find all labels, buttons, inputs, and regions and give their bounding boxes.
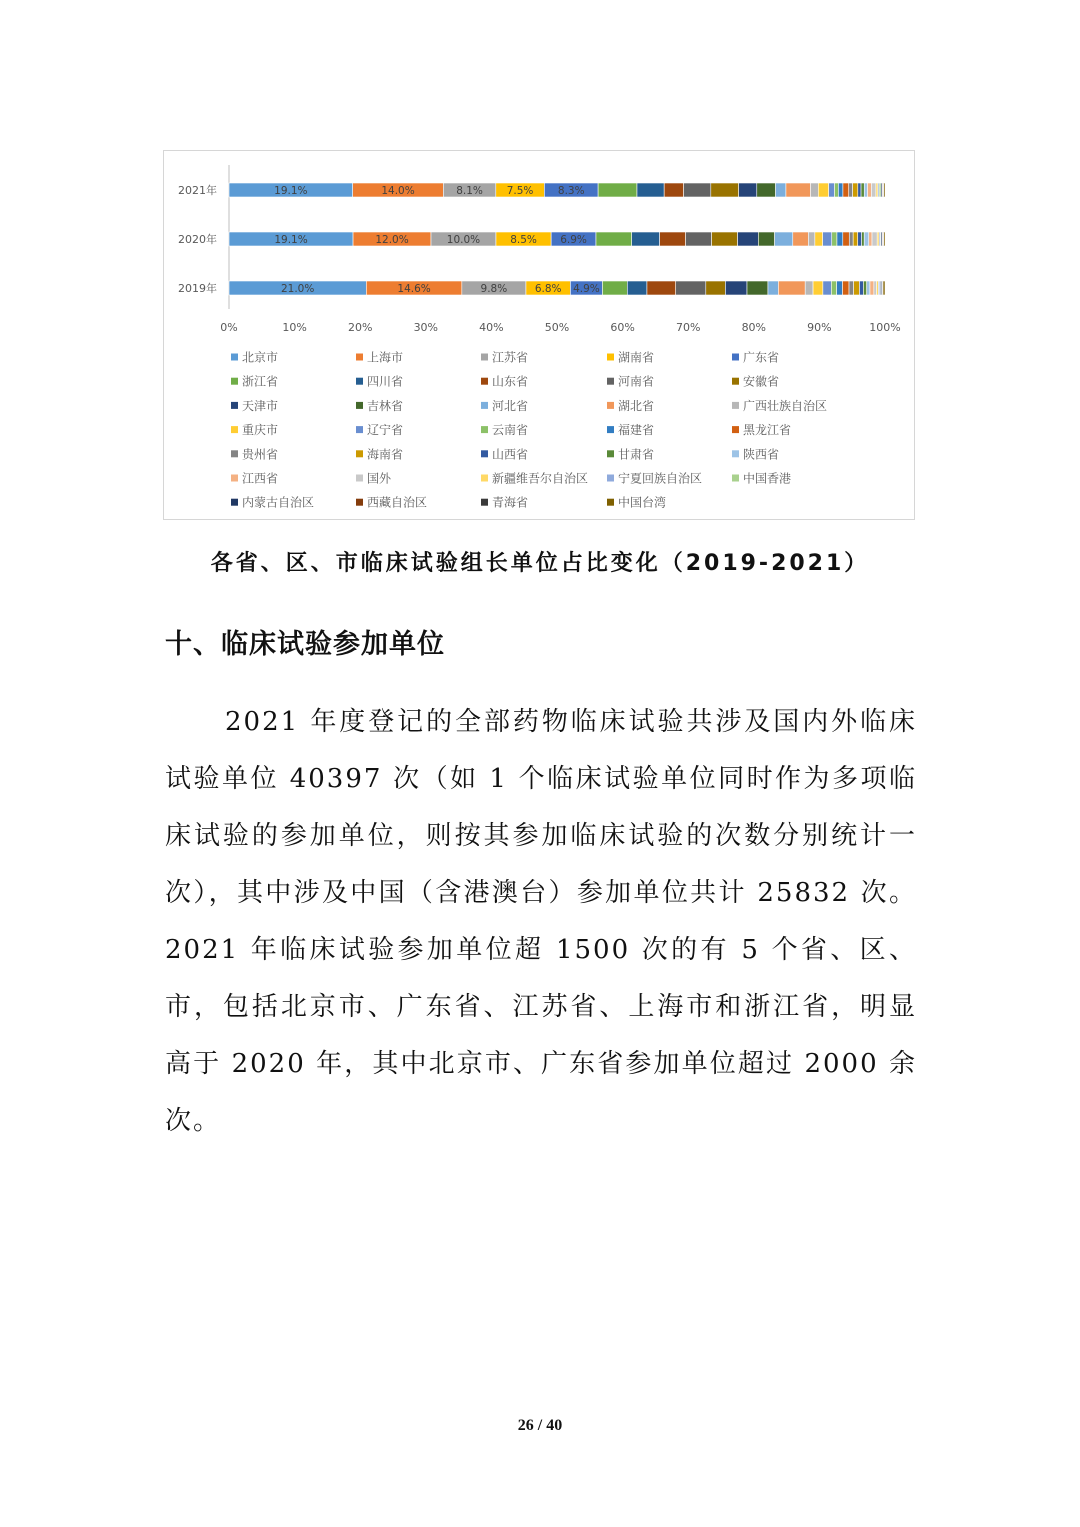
legend-label: 重庆市	[242, 423, 279, 438]
bar-segment	[637, 183, 664, 197]
legend-swatch	[607, 426, 614, 433]
bar-segment	[859, 281, 863, 295]
bar-segment	[811, 183, 819, 197]
bar-segment	[793, 232, 809, 246]
legend-swatch	[231, 354, 238, 361]
legend-label: 新疆维吾尔自治区	[492, 471, 589, 486]
bar-segment	[627, 281, 647, 295]
category-label: 2020年	[178, 233, 217, 246]
legend-swatch	[732, 354, 739, 361]
legend-swatch	[356, 354, 363, 361]
legend-label: 海南省	[367, 447, 404, 462]
category-label: 2021年	[178, 184, 217, 197]
legend-label: 江西省	[242, 471, 279, 486]
bar-segment	[834, 183, 838, 197]
legend-label: 湖南省	[618, 350, 655, 365]
legend-label: 北京市	[242, 350, 279, 365]
bar-segment	[813, 281, 823, 295]
bar-segment	[829, 183, 835, 197]
legend-label: 云南省	[492, 423, 529, 438]
data-label: 6.8%	[534, 283, 562, 295]
legend-label: 山西省	[492, 447, 529, 462]
bar-segment	[837, 232, 843, 246]
bar-segment	[684, 183, 711, 197]
bar-segment	[854, 281, 860, 295]
legend-label: 上海市	[367, 350, 404, 365]
bar-segment	[775, 232, 793, 246]
legend-label: 吉林省	[367, 398, 404, 413]
bar-segment	[664, 183, 683, 197]
x-tick-label: 70%	[675, 321, 701, 334]
legend-swatch	[356, 450, 363, 457]
bar-segment	[884, 183, 885, 197]
bar-segment	[711, 183, 739, 197]
chart-container	[163, 150, 915, 520]
data-label: 19.1%	[274, 185, 308, 197]
bar-segment	[832, 232, 837, 246]
legend-label: 西藏自治区	[367, 495, 428, 510]
bar-segment	[738, 232, 759, 246]
bar-segment	[725, 281, 747, 295]
data-label: 8.5%	[510, 234, 537, 246]
bar-segment	[849, 281, 854, 295]
data-label: 12.0%	[375, 234, 409, 246]
legend-swatch	[732, 450, 739, 457]
bar-segment	[686, 232, 712, 246]
bar-segment	[776, 183, 786, 197]
data-label: 8.3%	[557, 185, 585, 197]
legend-swatch	[481, 378, 488, 385]
legend-swatch	[356, 475, 363, 482]
x-tick-label: 100%	[869, 321, 901, 334]
bar-segment	[647, 281, 676, 295]
legend-label: 浙江省	[242, 374, 279, 389]
bar-segment	[862, 232, 865, 246]
legend-swatch	[607, 499, 614, 506]
legend-label: 宁夏回族自治区	[618, 471, 703, 486]
bar-segment	[739, 183, 757, 197]
bar-segment	[706, 281, 726, 295]
bar-segment	[815, 232, 823, 246]
legend-swatch	[356, 499, 363, 506]
bar-segment	[842, 281, 849, 295]
legend-label: 内蒙古自治区	[242, 495, 315, 510]
bar-segment	[864, 232, 869, 246]
legend-label: 广东省	[743, 350, 780, 365]
chart-caption: 各省、区、市临床试验组长单位占比变化（2019-2021）	[210, 551, 870, 576]
bar-segment	[868, 183, 872, 197]
bar-segment	[596, 232, 632, 246]
bar-segment	[870, 281, 874, 295]
bar-segment	[823, 232, 832, 246]
legend-swatch	[732, 402, 739, 409]
legend-label: 山东省	[492, 374, 529, 389]
data-label: 19.1%	[274, 234, 308, 246]
x-tick-label: 90%	[807, 321, 832, 334]
data-label: 10.0%	[446, 234, 481, 246]
data-label: 14.6%	[397, 283, 431, 295]
legend-swatch	[231, 450, 238, 457]
bar-segment	[712, 232, 738, 246]
page-number: 26 / 40	[517, 1417, 563, 1434]
legend-swatch	[481, 450, 488, 457]
legend-label: 黑龙江省	[743, 423, 792, 438]
data-label: 9.8%	[480, 283, 508, 295]
bar-segment	[786, 183, 811, 197]
legend-label: 安徽省	[743, 374, 780, 389]
legend-swatch	[607, 402, 614, 409]
bar-segment	[838, 183, 843, 197]
legend-label: 国外	[367, 471, 392, 486]
legend-label: 辽宁省	[367, 423, 404, 438]
legend-label: 青海省	[492, 495, 529, 510]
legend-label: 福建省	[618, 423, 655, 438]
bar-segment	[602, 281, 627, 295]
body-paragraph: 2021 年度登记的全部药物临床试验共涉及国内外临床试验单位 40397 次（如 1 个临床试验单位同时作为多项临床试验的参加单位，则按其参加临床试验的次数分别统计一次），其中涉及中国（含港澳台）参加单位共计 25832 次。2021 年临床试验参加单位超 1500 次的有 5 个省、区、市，包括北京市、广东省、江苏省、上海市和浙江省，明显高于 2020 年，其中北京市、广东省参加单位超过 2000 余次。	[165, 707, 917, 1136]
legend-swatch	[356, 426, 363, 433]
legend-swatch	[481, 426, 488, 433]
bar-segment	[778, 281, 805, 295]
x-tick-label: 50%	[544, 321, 570, 334]
legend-label: 贵州省	[242, 447, 279, 462]
bar-segment	[872, 232, 877, 246]
x-tick-label: 10%	[282, 321, 307, 334]
bar-segment	[871, 183, 876, 197]
legend-swatch	[231, 426, 238, 433]
legend-label: 天津市	[242, 398, 279, 413]
legend-label: 甘肃省	[618, 447, 655, 462]
legend-label: 四川省	[367, 374, 404, 389]
x-tick-label: 30%	[413, 321, 439, 334]
legend-label: 陕西省	[743, 447, 780, 462]
data-label: 7.5%	[506, 185, 534, 197]
bar-segment	[843, 232, 849, 246]
legend-label: 江苏省	[492, 350, 529, 365]
x-tick-label: 0%	[220, 321, 238, 334]
bar-segment	[758, 232, 774, 246]
bar-segment	[747, 281, 768, 295]
legend-swatch	[607, 475, 614, 482]
legend-swatch	[356, 378, 363, 385]
category-label: 2019年	[178, 282, 217, 295]
bar-segment	[858, 232, 862, 246]
bar-segment	[864, 183, 867, 197]
legend-swatch	[231, 378, 238, 385]
bar-segment	[884, 232, 885, 246]
legend-label: 中国台湾	[618, 495, 667, 510]
legend-label: 湖北省	[618, 398, 655, 413]
x-tick-label: 60%	[610, 321, 635, 334]
stacked-bar-chart	[164, 151, 914, 519]
data-label: 14.0%	[381, 185, 415, 197]
data-label: 8.1%	[456, 185, 483, 197]
legend-swatch	[481, 475, 488, 482]
bar-segment	[598, 183, 637, 197]
bar-segment	[805, 281, 813, 295]
legend-swatch	[607, 450, 614, 457]
bar-segment	[863, 281, 866, 295]
bar-segment	[849, 232, 853, 246]
data-label: 4.9%	[573, 283, 600, 295]
bar-segment	[660, 232, 686, 246]
bar-segment	[808, 232, 814, 246]
x-tick-label: 80%	[741, 321, 767, 334]
x-tick-label: 20%	[347, 321, 373, 334]
legend-swatch	[481, 354, 488, 361]
x-tick-label: 40%	[479, 321, 504, 334]
bar-segment	[757, 183, 776, 197]
legend-swatch	[732, 378, 739, 385]
legend-label: 广西壮族自治区	[743, 398, 828, 413]
bar-segment	[843, 183, 849, 197]
legend-swatch	[732, 426, 739, 433]
legend-swatch	[481, 402, 488, 409]
legend-swatch	[231, 402, 238, 409]
bar-segment	[858, 183, 861, 197]
legend-swatch	[607, 354, 614, 361]
bar-segment	[869, 232, 872, 246]
bar-segment	[823, 281, 832, 295]
bar-segment	[853, 183, 858, 197]
legend-label: 河南省	[618, 374, 655, 389]
bar-segment	[861, 183, 864, 197]
data-label: 6.9%	[560, 234, 587, 246]
legend-swatch	[481, 499, 488, 506]
bar-segment	[867, 281, 870, 295]
data-label: 21.0%	[280, 283, 315, 295]
section-title: 十、临床试验参加单位	[165, 629, 445, 660]
bar-segment	[632, 232, 660, 246]
bar-segment	[874, 281, 877, 295]
bar-segment	[837, 281, 843, 295]
legend-swatch	[356, 402, 363, 409]
bar-segment	[849, 183, 853, 197]
bar-segment	[883, 281, 885, 295]
bar-segment	[676, 281, 706, 295]
legend-swatch	[607, 378, 614, 385]
legend-label: 河北省	[492, 398, 529, 413]
bar-segment	[818, 183, 828, 197]
legend-swatch	[732, 475, 739, 482]
bar-segment	[768, 281, 778, 295]
bar-segment	[853, 232, 858, 246]
bar-segment	[831, 281, 836, 295]
legend-swatch	[231, 475, 238, 482]
legend-label: 中国香港	[743, 471, 792, 486]
legend-swatch	[231, 499, 238, 506]
